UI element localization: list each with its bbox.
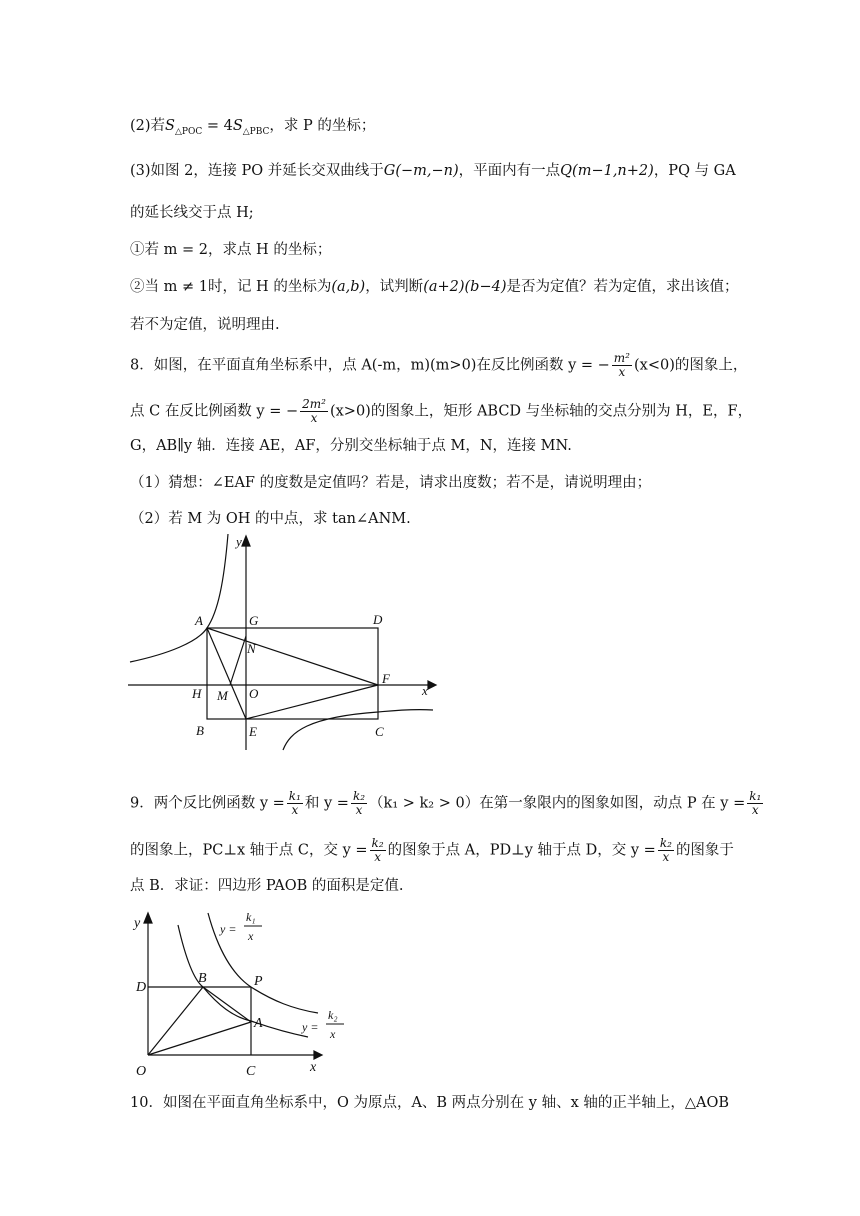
svg-text:D: D	[373, 612, 383, 627]
fraction: $\frac{\text{k₂}}{x}$	[352, 789, 366, 817]
fraction: $\frac{\text{k₁}}{x}$	[288, 789, 301, 817]
q8-line5: （2）若 M 为 OH 的中点，求 tan∠ANM.	[130, 511, 411, 527]
q8-figure	[128, 532, 438, 752]
fraction: $\frac{\text{m²}}{x}$	[613, 351, 630, 379]
svg-text:N: N	[247, 641, 256, 656]
svg-text:E: E	[249, 724, 257, 739]
svg-text:D: D	[136, 980, 147, 995]
svg-text:x: x	[422, 683, 428, 698]
svg-text:y =: y =	[220, 922, 237, 936]
q7-part3-ii: ②当 m ≠ 1时，记 H 的坐标为(a,b)，试判断(a+2)(b−4)是否为定值？若为定值，求出该值；	[130, 279, 739, 295]
svg-text:F: F	[382, 671, 390, 686]
q9-line3: 点 B．求证：四边形 PAOB 的面积是定值.	[130, 878, 404, 894]
svg-text:k₂: k₂	[328, 1008, 338, 1022]
svg-text:C: C	[375, 724, 384, 739]
q7-part3-line1: (3)如图 2，连接 PO 并延长交双曲线于G(−m,−n)，平面内有一点Q(m−1,n+2)，PQ 与 GA	[130, 163, 736, 179]
svg-text:y =: y =	[302, 1020, 319, 1034]
svg-text:x: x	[310, 1060, 317, 1075]
q10-line1: 10．如图在平面直角坐标系中，O 为原点，A、B 两点分别在 y 轴、x 轴的正半轴上，△AOB	[130, 1095, 730, 1111]
svg-text:y: y	[236, 534, 242, 549]
svg-text:B: B	[198, 971, 207, 986]
fraction: $\frac{\text{k₁}}{x}$	[749, 789, 762, 817]
svg-text:x: x	[330, 1027, 336, 1041]
svg-text:y: y	[134, 916, 141, 931]
fraction: $\frac{\text{k₂}}{x}$	[659, 836, 672, 864]
svg-text:O: O	[249, 686, 259, 701]
svg-text:x: x	[248, 929, 254, 943]
fraction: $\frac{\text{k₂}}{x}$	[371, 836, 384, 864]
q7-part3-i: ①若 m = 2，求点 H 的坐标；	[130, 242, 332, 258]
q7-part3-line2: 的延长线交于点 H;	[130, 205, 254, 221]
q9-line1: 9．两个反比例函数 y = $\frac{\text{k₁}}{x}$ 和 y = $\frac{\text{k₂}}{x}$ （k₁ > k₂ > 0）在第一象限内的图象如图，动点 P 在 y = $\frac{\text{k₁}}{x}$	[130, 789, 762, 817]
svg-text:P: P	[254, 974, 263, 989]
svg-text:O: O	[136, 1064, 147, 1079]
svg-text:A: A	[254, 1016, 263, 1031]
q7-part2: (2)若$S_{\triangle POC} = 4S_{\triangle PBC}$，求 P 的坐标；	[130, 118, 376, 137]
svg-text:M: M	[217, 688, 228, 703]
q8-line1: 8．如图，在平面直角坐标系中，点 A(-m，m)(m>0)在反比例函数 y = − $\frac{\text{m²}}{x}$ (x<0)的图象上，	[130, 351, 748, 379]
svg-text:k₁: k₁	[246, 910, 256, 924]
q7-part3-ii-line2: 若不为定值，说明理由.	[130, 317, 280, 333]
svg-text:B: B	[196, 723, 204, 738]
q9-figure	[128, 905, 368, 1083]
svg-text:A: A	[195, 613, 203, 628]
svg-text:H: H	[192, 686, 202, 701]
q8-line3: G，AB∥y 轴．连接 AE，AF，分别交坐标轴于点 M，N，连接 MN.	[130, 438, 572, 454]
svg-text:C: C	[246, 1064, 256, 1079]
q9-line2: 的图象上，PC⊥x 轴于点 C，交 y = $\frac{\text{k₂}}{x}$ 的图象于点 A，PD⊥y 轴于点 D，交 y = $\frac{\text{k₂}}{x}$ 的图象于	[130, 836, 734, 864]
fraction: $\frac{\text{2m²}}{x}$	[302, 397, 326, 425]
q8-line4: （1）猜想：∠EAF 的度数是定值吗？若是，请求出度数；若不是，请说明理由；	[130, 475, 652, 491]
svg-text:G: G	[249, 613, 259, 628]
q8-line2: 点 C 在反比例函数 y = − $\frac{\text{2m²}}{x}$ (x>0)的图象上，矩形 ABCD 与坐标轴的交点分别为 H，E，F，	[130, 397, 753, 425]
